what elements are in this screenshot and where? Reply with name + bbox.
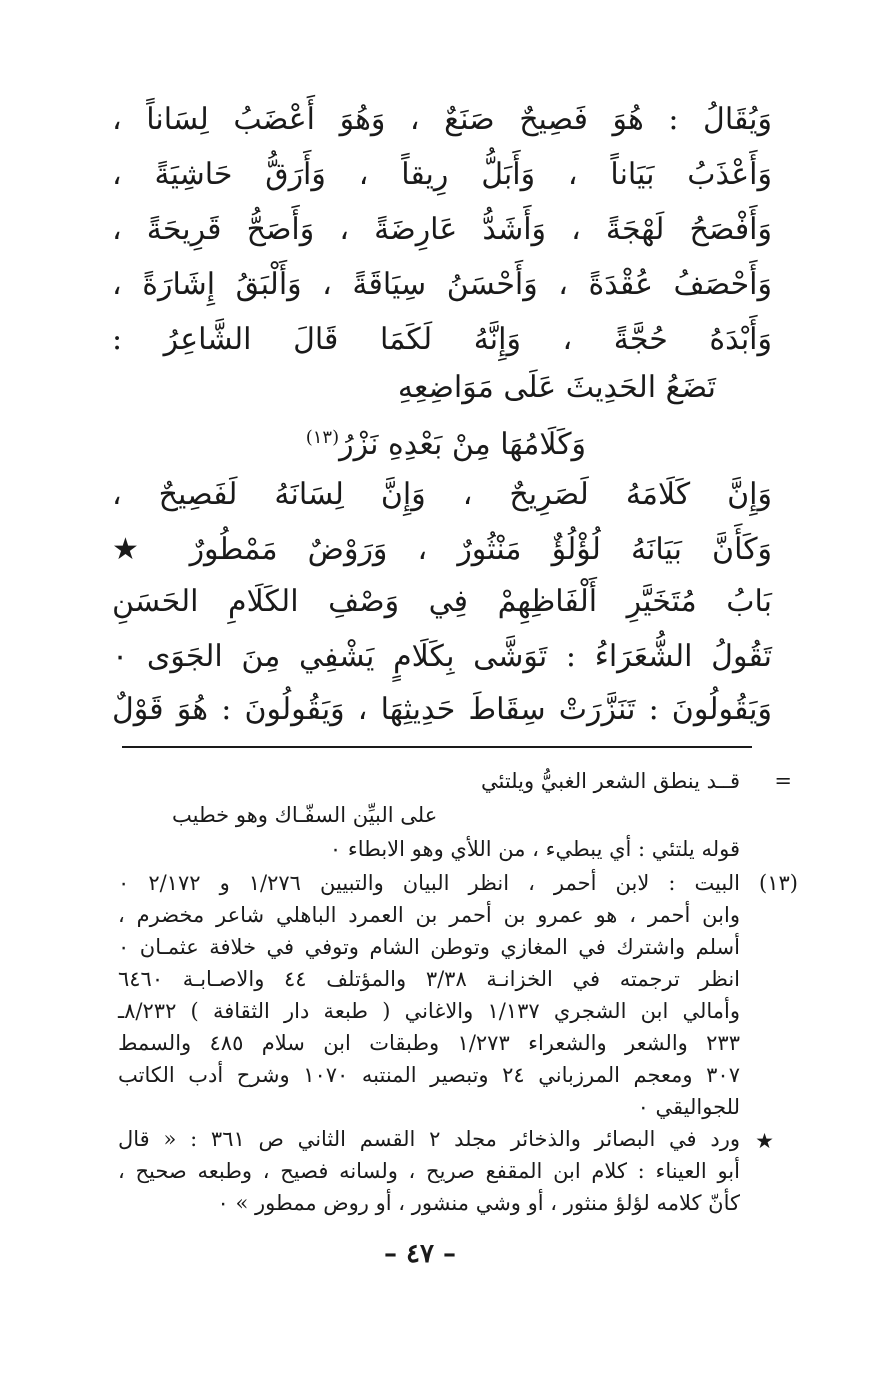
verse-first-hemistich: تَضَعُ الحَدِيثَ عَلَى مَوَاضِعِهِ xyxy=(397,370,716,405)
footnote-star-marker: ★ xyxy=(755,1129,774,1153)
main-text-line: وَيَقُولُونَ : تَنَزَّرَتْ سِقَاطَ حَدِيثِهَا ، وَيَقُولُونَ : هُوَ قَوْلٌ xyxy=(112,692,772,727)
footnote-13-line: وابن أحمر ، هو عمرو بن أحمر بن العمرد الباهلي شاعر مخضرم ، xyxy=(118,903,740,927)
main-text-line: وَيُقَالُ : هُوَ فَصِيحٌ صَنَعٌ ، وَهُوَ أَعْضَبُ لِسَاناً ، xyxy=(112,102,772,137)
page-number: – ٤٧ – xyxy=(383,1239,457,1269)
footnote-13-line: انظر ترجمته في الخزانـة ٣/٣٨ والمؤتلف ٤٤ والاصـابـة ٦٤٦٠ xyxy=(118,967,740,991)
verse-second-text: وَكَلَامُهَا مِنْ بَعْدِهِ نَزْرُ xyxy=(339,427,586,462)
footnote-verse-second: على البيِّن السفّـاك وهو خطيب xyxy=(172,803,438,827)
main-text-line: وَإِنَّ كَلَامَهُ لَصَرِيحٌ ، وَإِنَّ لِسَانَهُ لَفَصِيحٌ ، xyxy=(112,477,772,512)
footnote-13-line: وأمالي ابن الشجري ١/١٣٧ والاغاني ( طبعة دار الثقافة ) ٨/٢٣٢ـ xyxy=(118,999,740,1023)
footnote-star-line: أبو العيناء : كلام ابن المقفع صريح ، ولسانه فصيح ، وطبعه صحيح ، xyxy=(118,1159,740,1183)
footnote-13-line: أسلم واشترك في المغازي وتوطن الشام وتوفي في خلافة عثمـان ٠ xyxy=(118,935,740,959)
footnote-star-line: ورد في البصائر والذخائر مجلد ٢ القسم الثاني ص ٣٦١ : « قال xyxy=(118,1127,740,1151)
main-text-line: وَأَبْدَهُ حُجَّةً ، وَإِنَّهُ لَكَمَا قَالَ الشَّاعِرُ : xyxy=(112,322,772,357)
verse-second-hemistich xyxy=(306,418,586,465)
main-text-line: وَأَحْصَفُ عُقْدَةً ، وَأَحْسَنُ سِيَاقَةً ، وَأَلْبَقُ إِشَارَةً ، xyxy=(112,267,772,302)
footnote-13-marker: (١٣) xyxy=(759,871,798,895)
main-text-line: وَأَفْصَحُ لَهْجَةً ، وَأَشَدُّ عَارِضَةً ، وَأَصَحُّ قَرِيحَةً ، xyxy=(112,212,772,247)
main-text-line: وَأَعْذَبُ بَيَاناً ، وَأَبَلُّ رِيقاً ، وَأَرَقُّ حَاشِيَةً ، xyxy=(112,157,772,192)
footnote-13-line: البيت : لابن أحمر ، انظر البيان والتبيين ١/٢٧٦ و ٢/١٧٢ ٠ xyxy=(118,871,740,895)
footnote-13-line: للجواليقي ٠ xyxy=(637,1095,740,1119)
main-text-line: تَقُولُ الشُّعَرَاءُ : تَوَشَّى بِكَلَامٍ يَشْفِي مِنَ الجَوَى ٠ xyxy=(112,639,772,674)
footnote-gloss: قوله يلتئي : أي يبطيء ، من اللأي وهو الابطاء ٠ xyxy=(329,837,740,861)
footnote-13-line: ٣٠٧ ومعجم المرزباني ٢٤ وتبصير المنتبه ١٠٧٠ وشرح أدب الكاتب xyxy=(118,1063,740,1087)
footnote-ref-13: (١٣) xyxy=(305,427,340,448)
continuation-marker: = xyxy=(774,769,792,793)
footnote-13-line: ٢٣٣ والشعر والشعراء ١/٢٧٣ وطبقات ابن سلام ٤٨٥ والسمط xyxy=(118,1031,740,1055)
footnote-rule xyxy=(122,746,752,748)
section-heading: بَابُ مُتَخَيَّرِ أَلْفَاظِهِمْ فِي وَصْفِ الكَلَامِ الحَسَنِ xyxy=(112,584,772,619)
main-text-line: وَكَأَنَّ بَيَانَهُ لُؤْلُؤٌ مَنْثُورٌ ، وَرَوْضٌ مَمْطُورٌ ★ xyxy=(112,532,772,567)
footnote-star-line: كأنّ كلامه لؤلؤ منثور ، أو وشي منشور ، أو روض ممطور » ٠ xyxy=(217,1191,740,1215)
footnote-verse-first: قــد ينطق الشعر الغبيُّ ويلتئي xyxy=(481,769,740,793)
